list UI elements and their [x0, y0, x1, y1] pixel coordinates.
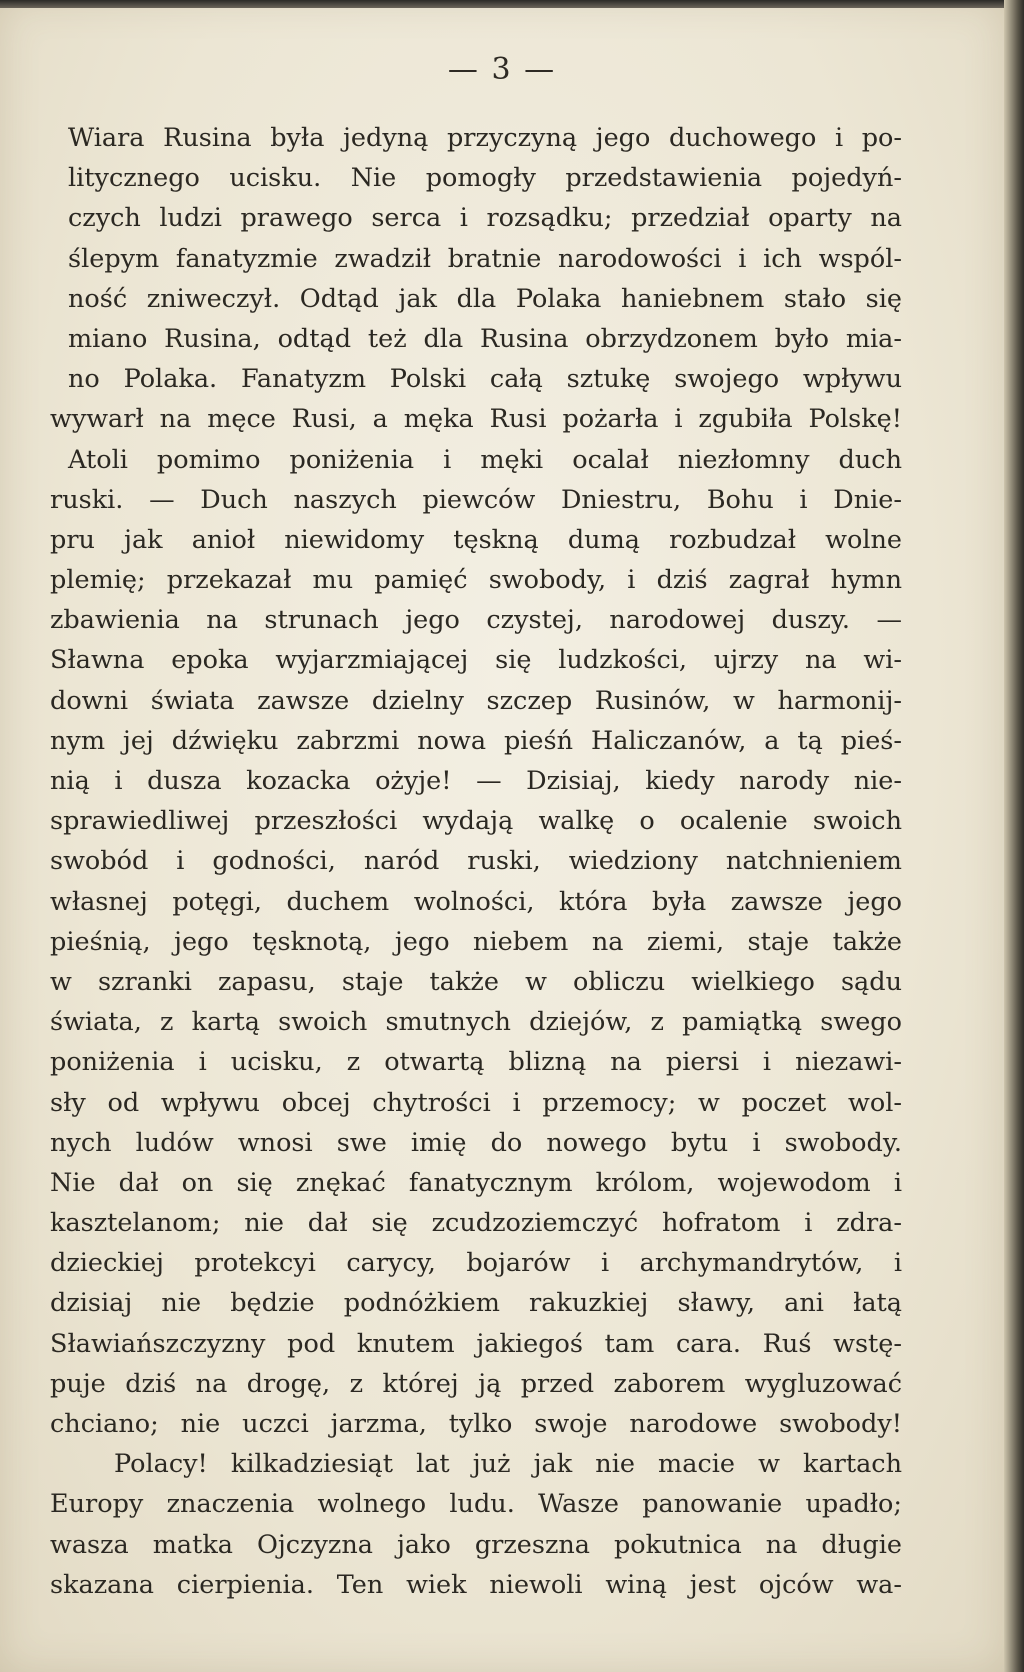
text-line: dzieckiej protekcyi carycy, bojarów i archymandrytów, i — [50, 1248, 902, 1279]
text-line: Nie dał on się znękać fanatycznym królom, wojewodom i — [50, 1167, 902, 1198]
text-line: litycznego ucisku. Nie pomogły przedstawienia pojedyń- — [68, 163, 902, 194]
text-line: Sławiańszczyzny pod knutem jakiegoś tam cara. Ruś wstę- — [50, 1328, 902, 1359]
text-line: chciano; nie uczci jarzma, tylko swoje narodowe swobody! — [50, 1409, 902, 1439]
text-line: puje dziś na drogę, z której ją przed zaborem wygluzować — [50, 1368, 902, 1399]
text-line: Sławna epoka wyjarzmiającej się ludzkości, ujrzy na wi- — [50, 645, 902, 676]
text-line: ność zniweczył. Odtąd jak dla Polaka haniebnem stało się — [68, 283, 902, 314]
text-line: nią i dusza kozacka ożyje! — Dzisiaj, kiedy narody nie- — [50, 766, 902, 796]
text-line: w szranki zapasu, staje także w obliczu wielkiego sądu — [50, 966, 902, 997]
page-top-edge — [0, 0, 1024, 8]
text-line: pieśnią, jego tęsknotą, jego niebem na ziemi, staje także — [50, 926, 902, 957]
text-line: Atoli pomimo poniżenia i męki ocalał niezłomny duch — [68, 444, 902, 475]
page-number: — 3 — — [447, 52, 557, 87]
text-line: nych ludów wnosi swe imię do nowego bytu i swobody. — [50, 1127, 902, 1158]
text-line: plemię; przekazał mu pamięć swobody, i dziś zagrał hymn — [50, 565, 902, 596]
text-line: wasza matka Ojczyzna jako grzeszna pokutnica na długie — [50, 1529, 902, 1560]
text-line: Polacy! kilkadziesiąt lat już jak nie macie w kartach — [114, 1449, 902, 1480]
text-line: poniżenia i ucisku, z otwartą blizną na piersi i niezawi- — [50, 1047, 902, 1078]
text-line: ślepym fanatyzmie zwadził bratnie narodowości i ich wspól- — [68, 243, 902, 274]
text-line: no Polaka. Fanatyzm Polski całą sztukę swojego wpływu — [68, 364, 902, 395]
text-line: skazana cierpienia. Ten wiek niewoli winą jest ojców wa- — [50, 1569, 902, 1600]
text-line: Wiara Rusina była jedyną przyczyną jego duchowego i po- — [68, 123, 902, 153]
text-line: ruski. — Duch naszych piewców Dniestru, Bohu i Dnie- — [50, 484, 902, 515]
page-binding-edge — [1004, 0, 1024, 1672]
text-line: downi świata zawsze dzielny szczep Rusinów, w harmonij- — [50, 685, 902, 716]
text-line: pru jak anioł niewidomy tęskną dumą rozbudzał wolne — [50, 524, 902, 555]
text-line: sprawiedliwej przeszłości wydają walkę o ocalenie swoich — [50, 806, 902, 837]
text-line: nym jej dźwięku zabrzmi nowa pieśń Haliczanów, a tą pieś- — [50, 725, 902, 756]
text-line: miano Rusina, odtąd też dla Rusina obrzydzonem było mia- — [68, 323, 902, 354]
text-line: własnej potęgi, duchem wolności, która była zawsze jego — [50, 886, 902, 917]
text-line: wywarł na męce Rusi, a męka Rusi pożarła i zgubiła Polskę! — [50, 404, 902, 435]
text-line: zbawienia na strunach jego czystej, narodowej duszy. — — [50, 605, 902, 636]
text-line: swobód i godności, naród ruski, wiedziony natchnieniem — [50, 846, 902, 877]
text-line: świata, z kartą swoich smutnych dziejów, z pamiątką swego — [50, 1007, 902, 1038]
body-text — [50, 118, 902, 1605]
text-line: kasztelanom; nie dał się zcudzoziemczyć hofratom i zdra- — [50, 1208, 902, 1239]
text-line: sły od wpływu obcej chytrości i przemocy; w poczet wol- — [50, 1087, 902, 1118]
text-line: czych ludzi prawego serca i rozsądku; przedział oparty na — [68, 203, 902, 234]
text-line: Europy znaczenia wolnego ludu. Wasze panowanie upadło; — [50, 1489, 902, 1520]
text-line: dzisiaj nie będzie podnóżkiem rakuzkiej sławy, ani łatą — [50, 1288, 902, 1319]
